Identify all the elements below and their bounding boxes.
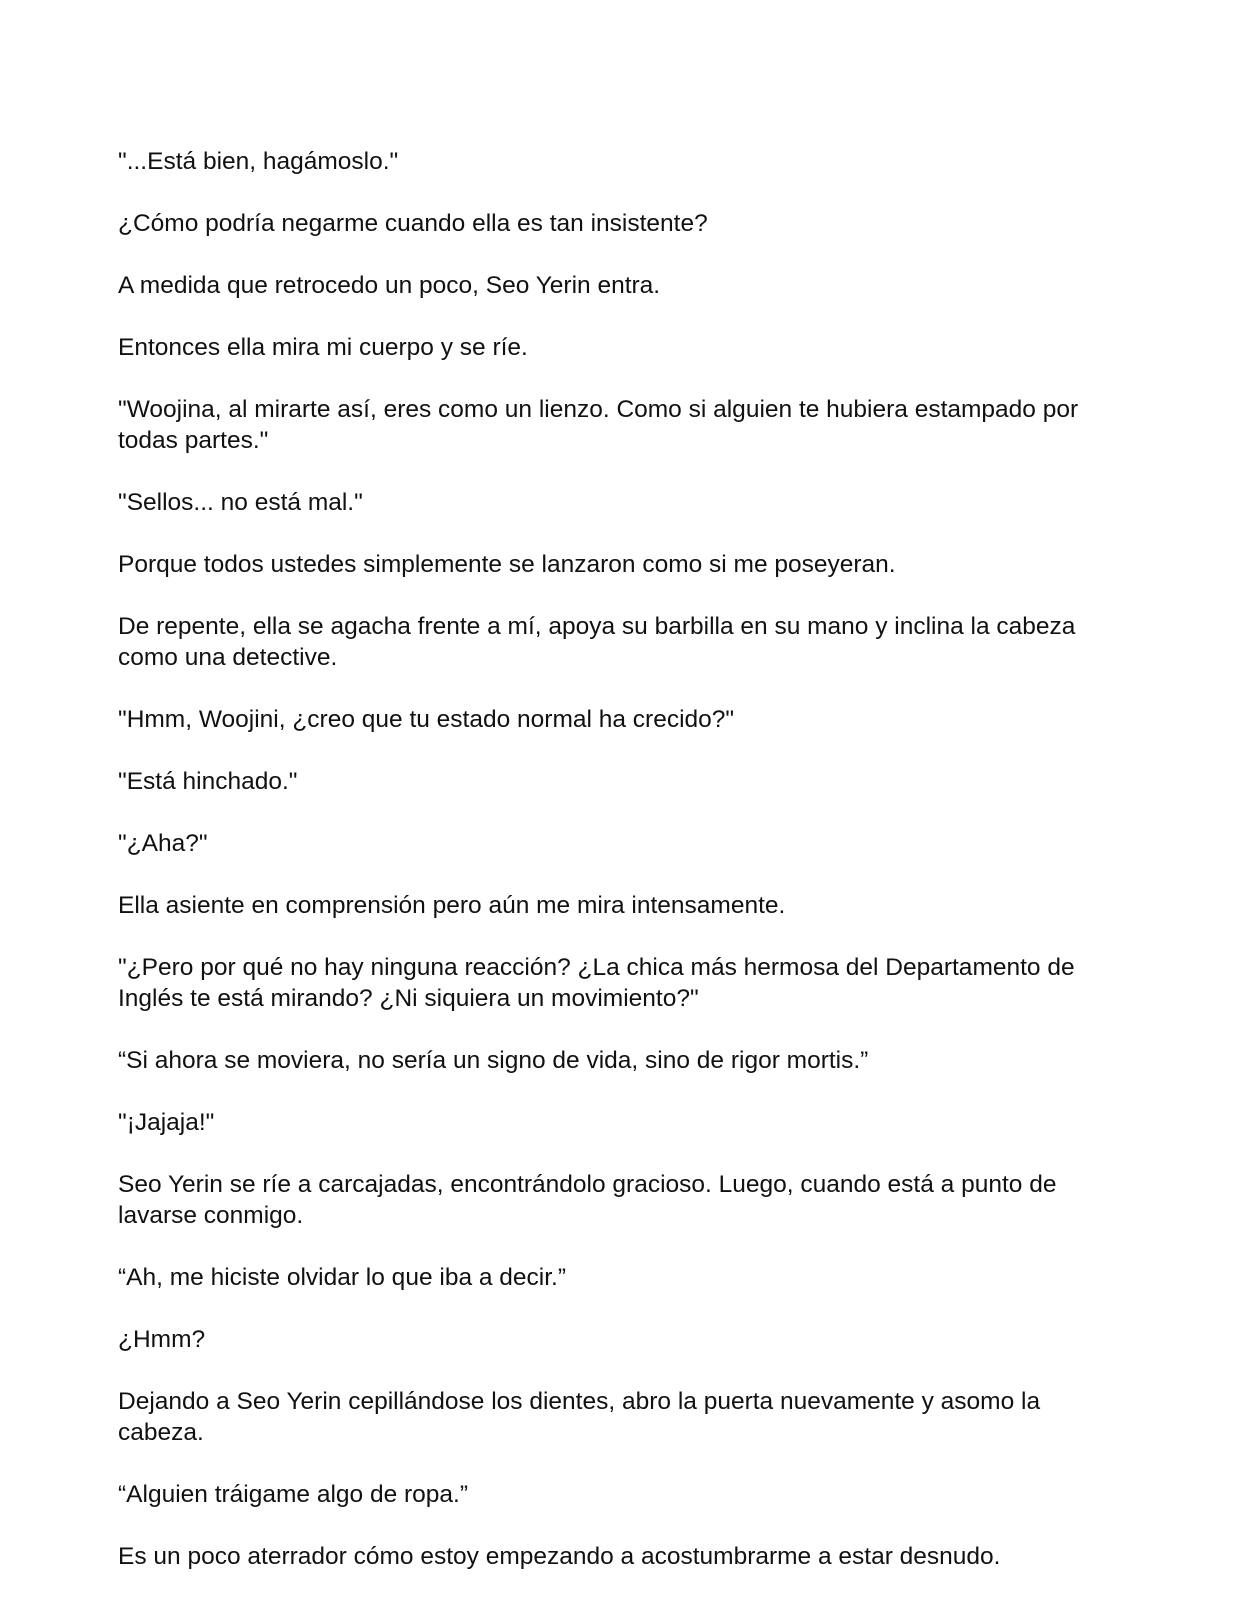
paragraph: Seo Yerin se ríe a carcajadas, encontrándolo gracioso. Luego, cuando está a punto de lavarse conmigo.	[118, 1171, 1057, 1229]
paragraph: Es un poco aterrador cómo estoy empezando a acostumbrarme a estar desnudo.	[118, 1543, 1001, 1570]
paragraph: ¿Cómo podría negarme cuando ella es tan insistente?	[118, 210, 708, 237]
paragraph: "Hmm, Woojini, ¿creo que tu estado normal ha crecido?"	[118, 706, 735, 733]
paragraph: "¿Aha?"	[118, 830, 208, 857]
paragraph: "¡Jajaja!"	[118, 1109, 215, 1136]
paragraph: "¿Pero por qué no hay ninguna reacción? ¿La chica más hermosa del Departamento de Inglés te está mirando? ¿Ni siquiera un movimiento?"	[118, 954, 1075, 1012]
paragraph: “Alguien tráigame algo de ropa.”	[118, 1481, 469, 1508]
paragraph: Ella asiente en comprensión pero aún me mira intensamente.	[118, 892, 786, 919]
paragraph: Porque todos ustedes simplemente se lanzaron como si me poseyeran.	[118, 551, 896, 578]
paragraph: ¿Hmm?	[118, 1326, 206, 1353]
paragraph: "Woojina, al mirarte así, eres como un lienzo. Como si alguien te hubiera estampado por todas partes."	[118, 396, 1079, 454]
paragraph: De repente, ella se agacha frente a mí, apoya su barbilla en su mano y inclina la cabeza como una detective.	[118, 613, 1076, 671]
paragraph: “Si ahora se moviera, no sería un signo de vida, sino de rigor mortis.”	[118, 1047, 869, 1074]
paragraph: A medida que retrocedo un poco, Seo Yerin entra.	[118, 272, 661, 299]
paragraph: “Ah, me hiciste olvidar lo que iba a decir.”	[118, 1264, 567, 1291]
document-body	[118, 146, 1128, 1603]
paragraph: "...Está bien, hagámoslo."	[118, 148, 399, 175]
paragraph: "Está hinchado."	[118, 768, 298, 795]
paragraph: Dejando a Seo Yerin cepillándose los dientes, abro la puerta nuevamente y asomo la cabeza.	[118, 1388, 1041, 1446]
paragraph: "Sellos... no está mal."	[118, 489, 363, 516]
paragraph: Entonces ella mira mi cuerpo y se ríe.	[118, 334, 528, 361]
